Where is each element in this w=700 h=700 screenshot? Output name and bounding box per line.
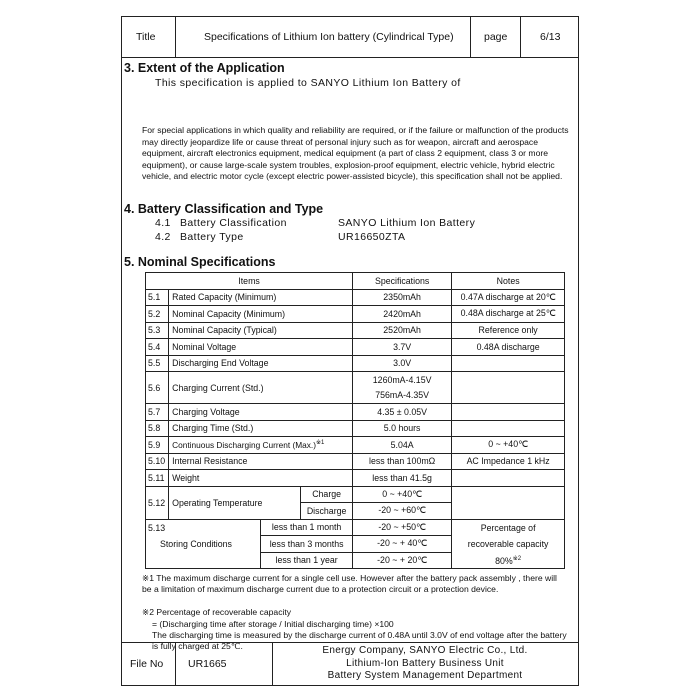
footer-bar — [122, 642, 578, 685]
table-row: 5.3 Nominal Capacity (Typical) 2520mAh Reference only — [146, 322, 565, 339]
table-row: Discharge -20 ~ +60℃ — [146, 503, 565, 520]
table-row: 5.10 Internal Resistance less than 100mΩ AC Impedance 1 kHz — [146, 453, 565, 470]
section-4-heading: 4. Battery Classification and Type — [124, 202, 324, 216]
classification-num: 4.1 — [155, 217, 171, 229]
classification-label: Battery Classification — [180, 217, 287, 229]
table-row: 5.5 Discharging End Voltage 3.0V — [146, 355, 565, 372]
col-notes: Notes — [452, 273, 565, 290]
table-row: 5.13 less than 1 month -20 ~ +50℃ Percentage of — [146, 519, 565, 536]
note-2-formula: = (Discharging time after storage / Initial discharging time) ×100 — [152, 619, 394, 629]
page-label: page — [484, 31, 508, 43]
section-3-heading: 3. Extent of the Application — [124, 61, 285, 75]
section-3-paragraph: For special applications in which quality and reliability are required, or if the failure or malfunction of the products may directly jeopardize life or cause threat of personal injury such as for weapon, aircraft and aerospace equipment, aircraft electronics equipment, medical equipment (a part of class 2 equipment, class 3 or more equipment), or cause large-scale system troubles, explosion-proof equipment, electric vehicle, hybrid electric vehicle, and electric motor cycle (except electric power-assisted bicycle), this specification shall not be applied. — [142, 125, 569, 181]
file-number: UR1665 — [188, 658, 227, 670]
table-row: 5.12 Operating Temperature Charge 0 ~ +40℃ — [146, 486, 565, 503]
battery-type-label: Battery Type — [180, 231, 244, 243]
spec-table — [145, 272, 565, 569]
table-row: 5.7 Charging Voltage 4.35 ± 0.05V — [146, 404, 565, 421]
spec-sheet-page — [121, 16, 579, 686]
table-row: 5.2 Nominal Capacity (Minimum) 2420mAh 0.48A discharge at 25℃ — [146, 306, 565, 323]
org-business-unit: Lithium-Ion Battery Business Unit — [346, 657, 504, 669]
col-specifications: Specifications — [353, 273, 452, 290]
table-row: Storing Conditions less than 3 months -20 ~ + 40℃ recoverable capacity — [146, 536, 565, 553]
table-row: 5.4 Nominal Voltage 3.7V 0.48A discharge — [146, 339, 565, 356]
table-row: 5.9 Continuous Discharging Current $(Max.)^{※1}$ 5.04A 0 ~ +40℃ — [146, 437, 565, 454]
header-bar — [122, 17, 578, 58]
battery-type-num: 4.2 — [155, 231, 171, 243]
org-company: Energy Company, SANYO Electric Co., Ltd. — [322, 645, 528, 656]
table-header-row — [146, 273, 565, 290]
page-number: 6/13 — [540, 31, 561, 43]
note-1: ※1 The maximum discharge current for a single cell use. However after the battery pack assembly , there will be a limitation of maximum discharge current due to a protection circuit or a protection device. — [142, 573, 557, 594]
title-label: Title — [136, 31, 156, 43]
table-row: 5.8 Charging Time (Std.) 5.0 hours — [146, 420, 565, 437]
section-3-intro: This specification is applied to SANYO Lithium Ion Battery of — [155, 77, 461, 89]
section-5-heading: 5. Nominal Specifications — [124, 255, 276, 269]
note-2-description: The discharging time is measured by the discharge current of 0.48A until 3.0V of end voltage after the battery is fully charged at 25℃. — [152, 630, 567, 651]
org-department: Battery System Management Department — [327, 670, 523, 681]
document-title: Specifications of Lithium Ion battery (Cylindrical Type) — [204, 31, 454, 43]
table-row: 5.11 Weight less than 41.5g — [146, 470, 565, 487]
table-row: less than 1 year -20 ~ + 20℃ 80%$^{※2}$ — [146, 552, 565, 569]
table-row: 5.1 Rated Capacity (Minimum) 2350mAh 0.47A discharge at 20℃ — [146, 289, 565, 306]
table-row: 5.6 Charging Current (Std.) 1260mA-4.15V — [146, 372, 565, 388]
col-items: Items — [146, 273, 353, 290]
file-no-label: File No — [130, 658, 164, 670]
battery-type-value: UR16650ZTA — [338, 231, 406, 243]
classification-value: SANYO Lithium Ion Battery — [338, 217, 476, 229]
table-row: 756mA-4.35V — [146, 388, 565, 404]
note-2-title: ※2 Percentage of recoverable capacity — [142, 607, 292, 617]
organization-block — [272, 645, 578, 683]
